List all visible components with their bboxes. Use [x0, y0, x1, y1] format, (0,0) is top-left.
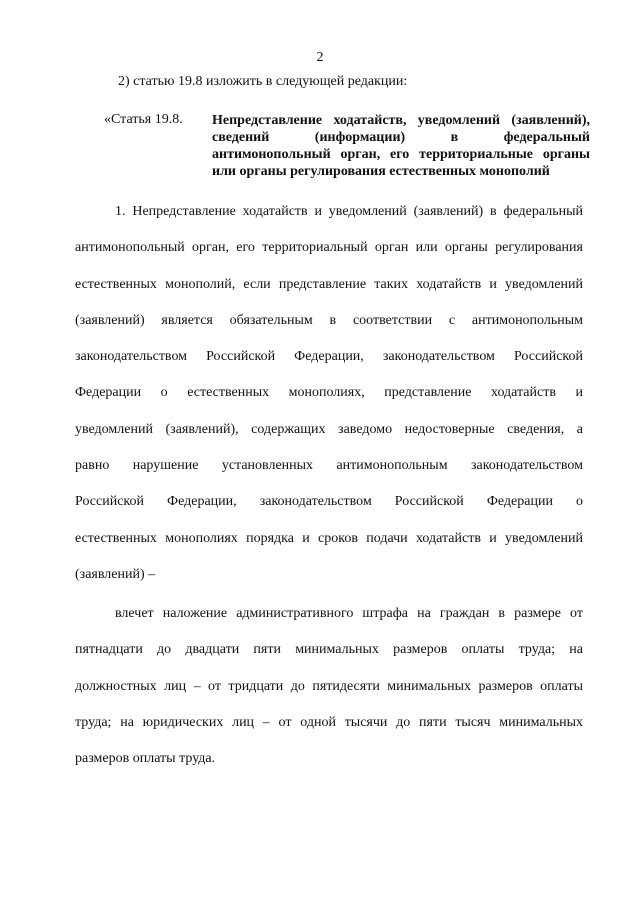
paragraph-line: влечет наложение административного штрафа на граждан в размере от — [115, 606, 583, 621]
article-title-line: или органы регулирования естественных монополий — [212, 164, 550, 179]
paragraph-line: естественных монополий, если представление таких ходатайств и уведомлений — [75, 276, 583, 292]
paragraph-line: законодательством Российской Федерации, законодательством Российской — [75, 349, 583, 365]
paragraph-line: равно нарушение установленных антимонопольным законодательством — [75, 458, 583, 474]
article-title-line: антимонопольный орган, его территориальные органы — [212, 147, 590, 162]
paragraph-line: (заявлений) – — [75, 566, 156, 582]
paragraph-line: труда; на юридических лиц – от одной тысячи до пяти тысяч минимальных — [75, 714, 583, 730]
paragraph-line: уведомлений (заявлений), содержащих заведомо недостоверные сведения, а — [75, 421, 583, 437]
paragraph-line: 1. Непредставление ходатайств и уведомлений (заявлений) в федеральный — [115, 204, 583, 219]
paragraph-line: размеров оплаты труда. — [75, 751, 216, 767]
amendment-instruction: 2) статью 19.8 изложить в следующей редакции: — [118, 74, 408, 89]
paragraph-line: Российской Федерации, законодательством Российской Федерации о — [75, 494, 583, 510]
paragraph-line: антимонопольный орган, его территориальный орган или органы регулирования — [75, 240, 583, 256]
page-number: 2 — [316, 50, 324, 65]
article-title-line: сведений (информации) в федеральный — [212, 130, 590, 145]
paragraph-line: Федерации о естественных монополиях, представление ходатайств и — [75, 385, 583, 401]
article-title-line: Непредставление ходатайств, уведомлений (заявлений), — [212, 113, 590, 128]
article-paragraph-1 — [75, 202, 583, 601]
article-title — [212, 112, 590, 180]
paragraph-line: естественных монополиях порядка и сроков подачи ходатайств и уведомлений — [75, 530, 583, 546]
paragraph-line: (заявлений) является обязательным в соответствии с антимонопольным — [75, 312, 583, 328]
article-paragraph-2 — [75, 604, 583, 785]
paragraph-line: пятнадцати до двадцати пяти минимальных размеров оплаты труда; на — [75, 642, 583, 658]
paragraph-line: должностных лиц – от тридцати до пятидесяти минимальных размеров оплаты — [75, 678, 583, 694]
article-number: «Статья 19.8. — [104, 112, 183, 127]
